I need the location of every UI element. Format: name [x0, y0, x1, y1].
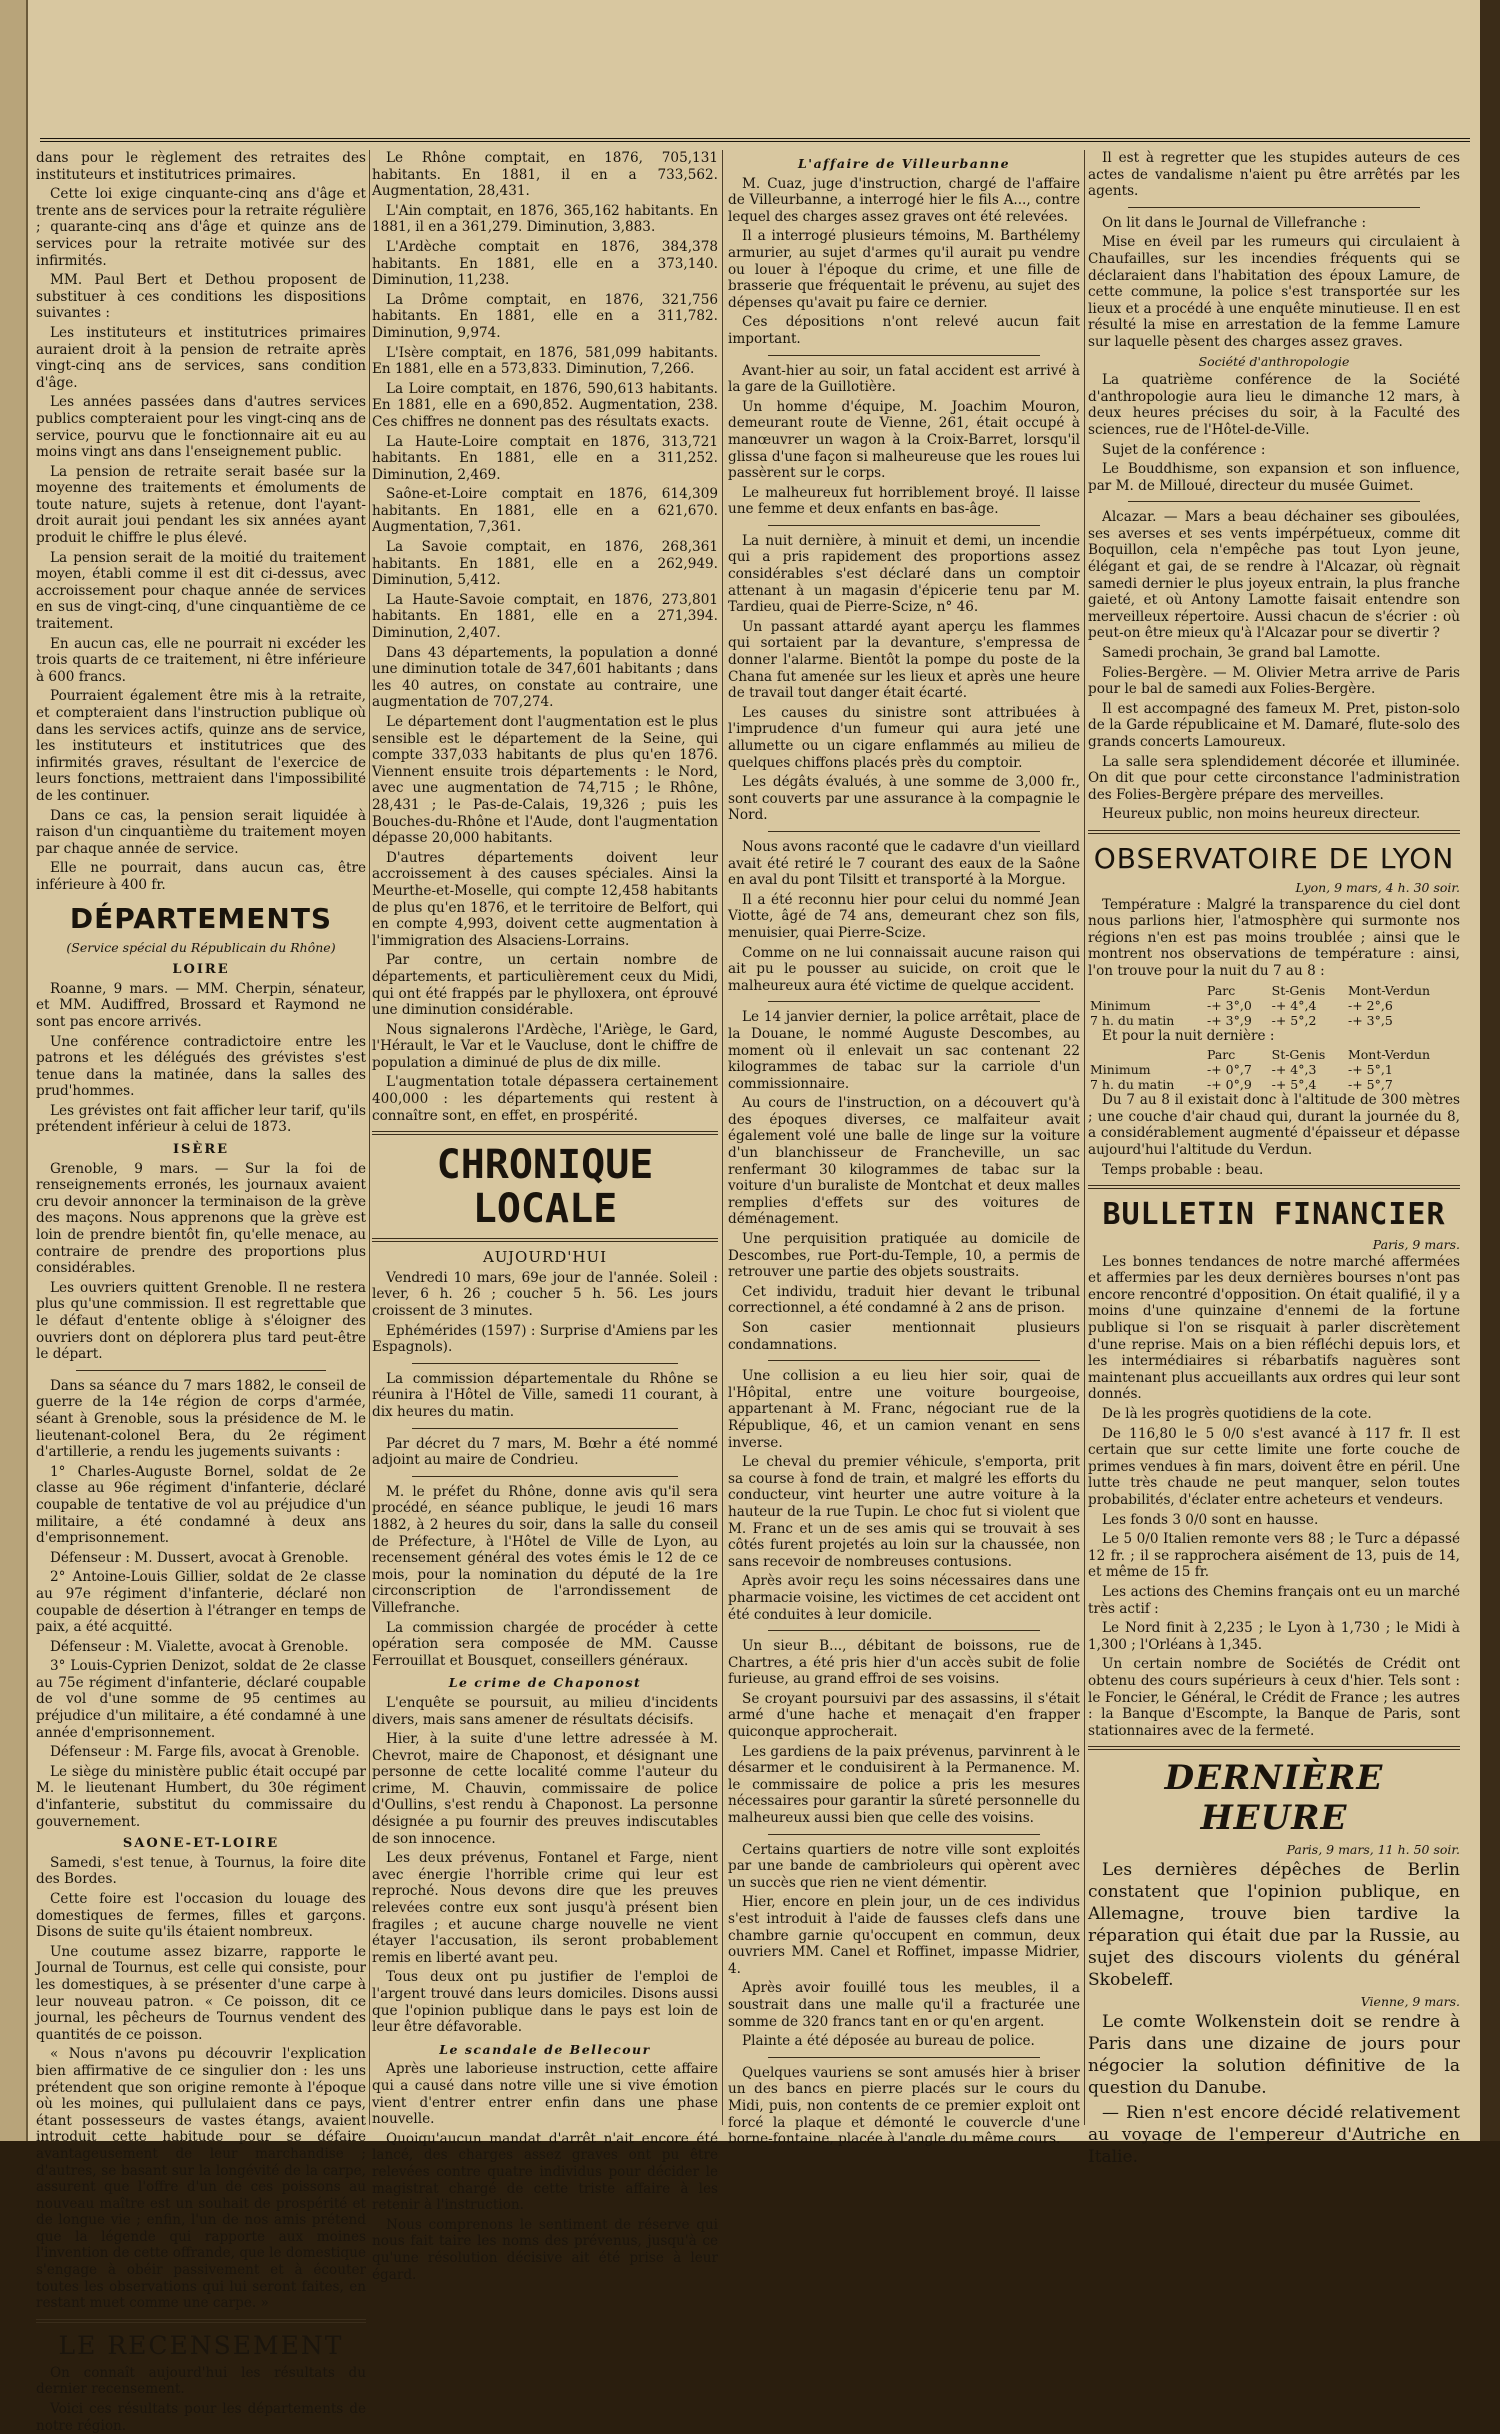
paragraph: Une conférence contradictoire entre les patrons et les délégués des grévistes s'est tenue dans la matinée, dans la salles des prud'hommes.: [36, 1033, 366, 1100]
divider: [768, 525, 1040, 526]
dateline: Paris, 9 mars, 11 h. 50 soir.: [1286, 1842, 1460, 1858]
article-title-chaponost: Le crime de Chaponost: [448, 1675, 642, 1691]
divider: [768, 1630, 1040, 1631]
paragraph: On connaît aujourd'hui les résultats du dernier recensement.: [36, 2364, 366, 2398]
paragraph: Folies-Bergère. — M. Olivier Metra arrive de Paris pour le bal de samedi aux Folies-Bergère.: [1088, 664, 1460, 698]
paragraph: La Haute-Loire comptait en 1876, 313,721 habitants. En 1881, elle en a 311,252. Diminution, 2,469.: [372, 433, 718, 483]
region-title-isere: ISÈRE: [172, 1142, 230, 1158]
paragraph: Un certain nombre de Sociétés de Crédit ont obtenu des cours supérieurs à ceux d'hier. Tels sont : le Foncier, le Général, le Crédit de France ; les autres : la Banque d'Escompte, la Banque de Paris, sont stationnaires avec de la fermeté.: [1088, 1656, 1460, 1739]
paragraph: En aucun cas, elle ne pourrait ni excéder les trois quarts de ce traitement, ni être inférieure à 600 francs.: [36, 635, 366, 685]
paragraph: Saône-et-Loire comptait en 1876, 614,309 habitants. En 1881, elle en a 621,670. Augmentation, 7,361.: [372, 486, 718, 536]
paragraph: Et pour la nuit dernière :: [1102, 1027, 1275, 1044]
paragraph: La salle sera splendidement décorée et illuminée. On dit que pour cette circonstance l'administration des Folies-Bergère prépare des merveilles.: [1088, 753, 1460, 803]
paragraph: Dans ce cas, la pension serait liquidée à raison d'un cinquantième du traitement moyen par chaque année de service.: [36, 807, 366, 857]
paragraph: Il est accompagné des fameux M. Pret, piston-solo de la Garde républicaine et M. Damaré, flute-solo des grands concerts Lamoureux.: [1088, 700, 1460, 750]
paragraph: Le département dont l'augmentation est le plus sensible est le département de la Seine, qui compte 337,033 habitants de plus qu'en 1876. Viennent ensuite trois départements : le Nord, avec une augmentation de 74,715 ; le Rhône, 28,431 ; le Pas-de-Calais, 19,326 ; puis les Bouches-du-Rhône et l'Aude, dont l'augmentation dépasse 20,000 habitants.: [372, 714, 718, 847]
paragraph: — Rien n'est encore décidé relativement au voyage de l'empereur d'Autriche en Italie.: [1088, 2102, 1460, 2167]
table-header: Mont-Verdun: [1347, 1047, 1431, 1063]
paragraph: De là les progrès quotidiens de la cote.: [1102, 1406, 1372, 1423]
divider: [412, 1476, 678, 1477]
paragraph: Les instituteurs et institutrices primaires auraient droit à la pension de retraite après vingt-cinq ans de services, sans condition d'âge.: [36, 324, 366, 391]
paragraph: Elle ne pourrait, dans aucun cas, être inférieure à 400 fr.: [36, 860, 366, 893]
divider: [768, 1360, 1040, 1361]
paragraph: Le malheureux fut horriblement broyé. Il laisse une femme et deux enfants en bas-âge.: [728, 484, 1080, 518]
paragraph: Il a interrogé plusieurs témoins, M. Barthélemy armurier, au sujet d'armes qu'il aurait pu vendre ou louer à l'époque du crime, et une fille de brasserie que fréquentait le prévenu, au sujet des dépenses qu'avait pu faire ce dernier.: [728, 228, 1080, 311]
column-rule: [1084, 150, 1085, 2125]
table-row: [1088, 1077, 1460, 1092]
paragraph: Ephémérides (1597) : Surprise d'Amiens par les Espagnols).: [372, 1322, 718, 1356]
paragraph: Le 14 janvier dernier, la police arrêtait, place de la Douane, le nommé Auguste Descombes, au moment où il enlevait un sac contenant 22 kilogrammes de tabac sur la carriole d'un commissionnaire.: [728, 1009, 1080, 1092]
divider: [1128, 501, 1420, 502]
paragraph: Cette foire est l'occasion du louage des domestiques de fermes, filles et garçons. Disons de suite qu'ils étaient nombreux.: [36, 1891, 366, 1941]
section-title-observatoire: OBSERVATOIRE DE LYON: [1093, 841, 1455, 875]
column-2: [372, 150, 718, 2283]
table-row: [1088, 1013, 1460, 1028]
table-cell: Minimum: [1090, 997, 1151, 1013]
divider: [412, 1428, 678, 1429]
region-title-loire: LOIRE: [172, 962, 230, 978]
paragraph: Ces dépositions n'ont relevé aucun fait important.: [728, 314, 1080, 347]
paragraph: Samedi prochain, 3e grand bal Lamotte.: [1102, 645, 1381, 662]
section-title-recensement: LE RECENSEMENT: [58, 2330, 344, 2360]
paragraph: Nous signalerons l'Ardèche, l'Ariège, le Gard, l'Hérault, le Var et le Vaucluse, dont le chiffre de population a diminué de plus de dix mille.: [372, 1021, 718, 1071]
paragraph: Le Bouddhisme, son expansion et son influence, par M. de Milloué, directeur du musée Guimet.: [1088, 461, 1460, 494]
divider: [36, 2319, 366, 2323]
paragraph: Une coutume assez bizarre, rapporte le Journal de Tournus, est celle qui consiste, pour les domestiques, à se présenter d'une carpe à leur nouveau patron. « Ce poisson, dit ce journal, les pêcheurs de Tournus vendent des quantités de ce poisson.: [36, 1943, 366, 2043]
table-cell: -+ 5°,1: [1347, 1062, 1393, 1078]
column-3: [728, 150, 1080, 2148]
paragraph: Cet individu, traduit hier devant le tribunal correctionnel, a été condamné à 2 ans de prison.: [728, 1283, 1080, 1317]
paragraph: Les causes du sinistre sont attribuées à l'imprudence d'un fumeur qui aura jeté une allumette ou un cigare enflammés au milieu de quelques chiffons placés près du comptoir.: [728, 704, 1080, 771]
table-header: Mont-Verdun: [1347, 982, 1431, 998]
paragraph: Temps probable : beau.: [1102, 1161, 1264, 1178]
paragraph: Après une laborieuse instruction, cette affaire qui a causé dans notre ville une si vive émotion vient d'entrer entrer enfin dans une phase nouvelle.: [372, 2061, 718, 2128]
paragraph: Les dernières dépêches de Berlin constatent que l'opinion publique, en Allemagne, trouve bien tardive la réparation qui était due par la Russie, au sujet des discours violents du général Skobeleff.: [1088, 1859, 1460, 1990]
divider: [1088, 1746, 1460, 1750]
paragraph: Le cheval du premier véhicule, s'emporta, prit sa course à fond de train, et malgré les efforts du conducteur, vint heurter une autre voiture à la hauteur de la rue Tupin. Le choc fut si violent que M. Franc et un de ses amis qui se trouvait à ses côtés furent projetés au loin sur la chaussée, non sans recevoir de nombreuses contusions.: [728, 1454, 1080, 1570]
paragraph: M. le préfet du Rhône, donne avis qu'il sera procédé, en séance publique, le jeudi 16 mars 1882, à 2 heures du soir, dans la salle du conseil de Préfecture, à l'Hôtel de Ville de Lyon, au recensement général des votes émis le 12 de ce mois, pour la nomination du député de la 1re circonscription de l'arrondissement de Villefranche.: [372, 1483, 718, 1616]
paragraph: Une collision a eu lieu hier soir, quai de l'Hôpital, entre une voiture bourgeoise, appartenant à M. Franc, négociant rue de la République, 46, et un camion venant en sens inverse.: [728, 1368, 1080, 1451]
paragraph: 2° Antoine-Louis Gillier, soldat de 2e classe au 97e régiment d'infanterie, déclaré non coupable de désertion à l'étranger en temps de paix, a été acquitté.: [36, 1569, 366, 1636]
paragraph: Plainte a été déposée au bureau de police.: [742, 2033, 1035, 2050]
divider: [768, 1001, 1040, 1002]
divider: [768, 831, 1040, 832]
table-cell: -+ 5°,2: [1271, 1012, 1317, 1028]
paragraph: De 116,80 le 5 0/0 s'est avancé à 117 fr. Il est certain que sur cette limite une forte couche de primes vendues à fin mars, doivent être en péril. Une lutte très chaude ne peut manquer, selon toutes probabilités, d'éclater entre acheteurs et vendeurs.: [1088, 1425, 1460, 1508]
region-title-saone-et-loire: SAONE-ET-LOIRE: [122, 1836, 280, 1852]
paragraph: L'Isère comptait, en 1876, 581,099 habitants. En 1881, elle en a 573,833. Diminution, 7,266.: [372, 344, 718, 378]
dateline: Lyon, 9 mars, 4 h. 30 soir.: [1295, 879, 1460, 895]
paragraph: La Loire comptait, en 1876, 590,613 habitants. En 1881, elle en a 690,852. Augmentation, 238. Ces chiffres ne donnent pas des résultats exacts.: [372, 380, 718, 430]
temperature-table: [1088, 1047, 1460, 1092]
divider: [372, 1131, 718, 1135]
paragraph: Heureux public, non moins heureux directeur.: [1102, 806, 1421, 823]
paragraph: Certains quartiers de notre ville sont exploités par une bande de cambrioleurs qui opèrent avec un succès que rien ne vient démentir.: [728, 1841, 1080, 1891]
paragraph: Alcazar. — Mars a beau déchainer ses giboulées, ses averses et ses vents impérpétueux, comme dit Boquillon, cela n'empêche pas tout Lyon jeune, élégant et gai, de se rendre à l'Alcazar, où règnait samedi dernier le plus joyeux entrain, la plus franche gaieté, et où Antony Lamotte faisait entendre son merveilleux répertoire. Aussi chacun de s'écrier : où peut-on être mieux qu'à l'Alcazar pour se divertir ?: [1088, 509, 1460, 642]
paragraph: Les années passées dans d'autres services publics compteraient pour les vingt-cinq ans de service, pourvu que le fonctionnaire ait eu au moins vingt ans dans l'enseignement public.: [36, 394, 366, 461]
column-rule: [369, 150, 370, 2125]
paragraph: Il a été reconnu hier pour celui du nommé Jean Viotte, âgé de 74 ans, demeurant chez son fils, menuisier, quai Pierre-Scize.: [728, 891, 1080, 941]
paragraph: Les ouvriers quittent Grenoble. Il ne restera plus qu'une commission. Il est regrettable que le défaut d'entente oblige à s'éloigner des ouvriers dont on déplorera plus tard peut-être le départ.: [36, 1279, 366, 1363]
right-binding-edge: [1480, 0, 1500, 2141]
paragraph: Son casier mentionnait plusieurs condamnations.: [728, 1320, 1080, 1353]
section-subtitle: (Service spécial du Républicain du Rhône): [66, 939, 336, 955]
paragraph: Après avoir reçu les soins nécessaires dans une pharmacie voisine, les victimes de cet accident ont été conduites à leur domicile.: [728, 1573, 1080, 1623]
table-cell: -+ 5°,4: [1271, 1077, 1317, 1093]
table-cell: -+ 0°,9: [1206, 1077, 1252, 1093]
paragraph: Mise en éveil par les rumeurs qui circulaient à Chaufailles, sur les incendies fréquents qui se déclaraient dans l'habitation des époux Lamure, de cette commune, la police s'est transportée sur les lieux et a procédé à une enquête minutieuse. Il en est résulté la mise en arrestation de la femme Lamure sur laquelle pèsent des charges assez graves.: [1088, 234, 1460, 350]
paragraph: Défenseur : M. Dussert, avocat à Grenoble.: [50, 1549, 349, 1566]
paragraph: Les grévistes ont fait afficher leur tarif, qu'ils prétendent inférieur à celui de 1873.: [36, 1102, 366, 1136]
paragraph: dans pour le règlement des retraites des instituteurs et institutrices primaires.: [36, 150, 366, 183]
paragraph: Un sieur B..., débitant de boissons, rue de Chartres, a été pris hier d'un accès subit de folie furieuse, au grand effroi de ses voisins.: [728, 1638, 1080, 1688]
paragraph: Le siège du ministère public était occupé par M. le lieutenant Humbert, du 30e régiment d'infanterie, substitut du commissaire du gouvernement.: [36, 1763, 366, 1830]
paragraph: Se croyant poursuivi par des assassins, il s'était armé d'une hache et menaçait d'en frapper quiconque approcherait.: [728, 1690, 1080, 1741]
paragraph: La commission chargée de procéder à cette opération sera composée de MM. Causse Ferrouillat et Bousquet, conseillers généraux.: [372, 1619, 718, 1669]
paragraph: Les bonnes tendances de notre marché affermées et affermies par les deux dernières bourses n'ont pas encore rencontré d'opposition. On était qualifié, il y a moins d'une quinzaine d'ennemi de la fortune publique si l'on se risquait à parler discrètement d'une reprise. Mais on a bien réfléchi depuis lors, et les intermédiaires si rébarbatifs naguères sont maintenant plus accueillants aux ordres qui leur sont donnés.: [1088, 1253, 1460, 1403]
paragraph: 3° Louis-Cyprien Denizot, soldat de 2e classe au 75e régiment d'infanterie, déclaré coupable de vol d'une somme de 95 centimes au préjudice d'un militaire, a été condamné à une année d'emprisonnement.: [36, 1658, 366, 1741]
paragraph: Nous avons raconté que le cadavre d'un vieillard avait été retiré le 7 courant des eaux de la Saône en aval du pont Tilsitt et transporté à la Morgue.: [728, 838, 1080, 889]
paragraph: Grenoble, 9 mars. — Sur la foi de renseignements erronés, les journaux avaient cru devoir annoncer la terminaison de la grève des maçons. Nous apprenons que la grève est loin de prendre bientôt fin, qu'elle menace, au contraire de prendre des proportions plus considérables.: [36, 1160, 366, 1277]
paragraph: Après avoir fouillé tous les meubles, il a soustrait dans une malle qu'il a fracturée une somme de 320 francs tant en or qu'en argent.: [728, 1980, 1080, 2030]
divider: [768, 2057, 1040, 2058]
paragraph: Dans sa séance du 7 mars 1882, le conseil de guerre de la 14e région de corps d'armée, séant à Grenoble, sous la présidence de M. le lieutenant-colonel Bera, du 2e régiment d'artillerie, a rendu les jugements suivants :: [36, 1377, 366, 1461]
paragraph: Cette loi exige cinquante-cinq ans d'âge et trente ans de services pour la retraite régulière ; quarante-cinq ans d'âge et quinze ans de services pour la retraite motivée sur des infirmités.: [36, 186, 366, 269]
table-cell: -+ 3°,9: [1206, 1012, 1252, 1028]
paragraph: La Drôme comptait, en 1876, 321,756 habitants. En 1881, elle en a 311,782. Diminution, 9,974.: [372, 291, 718, 341]
paragraph: Un passant attardé ayant aperçu les flammes qui sortaient par la devanture, s'empressa de donner l'alarme. Bientôt la pompe du poste de la Chana fut amenée sur les lieux et après une heure de travail tout danger était écarté.: [728, 618, 1080, 702]
paragraph: Par contre, un certain nombre de départements, et particulièrement ceux du Midi, qui ont été frappés par le phylloxera, ont éprouvé une diminution considérable.: [372, 952, 718, 1019]
paragraph: Pourraient également être mis à la retraite, et compteraient dans l'instruction publique où dans les services actifs, quinze ans de service, les instituteurs et institutrices que des infirmités graves, résultant de l'exercice de leurs fonctions, mettraient dans l'impossibilité de les continuer.: [36, 688, 366, 804]
table-cell: 7 h. du matin: [1090, 1012, 1175, 1028]
column-4: [1088, 150, 1460, 2167]
paragraph: D'autres départements doivent leur accroissement à des causes spéciales. Ainsi la Meurthe-et-Moselle, qui compte 12,458 habitants de plus qu'en 1876, et le territoire de Belfort, qui en compte 4,993, doivent cette augmentation à l'immigration des Alsaciens-Lorrains.: [372, 849, 718, 949]
paragraph: Les dégâts évalués, à une somme de 3,000 fr., sont couverts par une assurance à la compagnie le Nord.: [728, 774, 1080, 824]
divider: [768, 1834, 1040, 1835]
table-header-row: [1088, 983, 1460, 998]
divider: [1088, 1185, 1460, 1189]
paragraph: Quoiqu'aucun mandat d'arrêt n'ait encore été lancé, des charges assez graves ont pu être relevées contre quatre individus pour décider le magistrat chargé de cette triste affaire à les retenir à l'instruction.: [372, 2130, 718, 2214]
paragraph: Sujet de la conférence :: [1102, 441, 1266, 458]
table-header-row: [1088, 1047, 1460, 1062]
subsection-title-anthropologie: Société d'anthropologie: [1198, 353, 1350, 369]
paragraph: On lit dans le Journal de Villefranche :: [1102, 214, 1367, 231]
paragraph: MM. Paul Bert et Dethou proposent de substituer à ces conditions les dispositions suivantes :: [36, 272, 366, 322]
paragraph: Les deux prévenus, Fontanel et Farge, nient avec énergie l'horrible crime qui leur est reproché. Nous devons dire que les preuves relevées contre eux sont jusqu'à présent bien fragiles ; et aucune charge nouvelle ne vient étayer l'accusation, ils seront probablement remis en liberté avant peu.: [372, 1850, 718, 1966]
table-row: [1088, 1062, 1460, 1077]
paragraph: Les fonds 3 0/0 sont en hausse.: [1102, 1511, 1319, 1528]
subsection-title-aujourdhui: AUJOURD'HUI: [482, 1248, 608, 1267]
section-title-chronique-locale: CHRONIQUE LOCALE: [436, 1142, 654, 1233]
paragraph: Dans 43 départements, la population a donné une diminution totale de 347,601 habitants ; dans les 40 autres, on constate au contraire, une augmentation de 707,274.: [372, 644, 718, 711]
divider: [372, 1238, 718, 1242]
paragraph: Comme on ne lui connaissait aucune raison qui ait pu le pousser au suicide, on croit que le malheureux aura été victime de quelque accident.: [728, 944, 1080, 994]
paragraph: La quatrième conférence de la Société d'anthropologie aura lieu le dimanche 12 mars, à deux heures précises du soir, à la Faculté des sciences, rue de l'Hôtel-de-Ville.: [1088, 372, 1460, 438]
paragraph: Les actions des Chemins français ont eu un marché très actif :: [1088, 1583, 1460, 1617]
paragraph: Samedi, s'est tenue, à Tournus, la foire dite des Bordes.: [36, 1854, 366, 1888]
paragraph: La nuit dernière, à minuit et demi, un incendie qui a pris rapidement des proportions assez considérables s'est déclaré dans un comptoir attenant à un magasin d'épicerie tenu par M. Tardieu, quai de Pierre-Scize, n° 46.: [728, 532, 1080, 616]
divider: [76, 1370, 326, 1371]
column-1: [36, 150, 366, 2434]
paragraph: 1° Charles-Auguste Bornel, soldat de 2e classe au 96e régiment d'infanterie, déclaré coupable de tentative de vol au préjudice d'un militaire, a été condamné à deux ans d'emprisonnement.: [36, 1463, 366, 1547]
paragraph: Un homme d'équipe, M. Joachim Mouron, demeurant route de Vienne, 261, était occupé à manœuvrer un wagon à la Croix-Barret, lorsqu'il glissa d'une façon si malheureuse que les roues lui passèrent sur le corps.: [728, 398, 1080, 482]
table-cell: -+ 5°,7: [1347, 1077, 1393, 1093]
paragraph: M. Cuaz, juge d'instruction, chargé de l'affaire de Villeurbanne, a interrogé hier le fils A..., contre lequel des charges assez graves ont été relevées.: [728, 175, 1080, 225]
paragraph: Du 7 au 8 il existait donc à l'altitude de 300 mètres ; une couche d'air chaud qui, durant la journée du 8, a considérablement augmenté d'épaisseur et dépasse aujourd'hui l'altitude du Verdun.: [1088, 1092, 1460, 1158]
paragraph: Défenseur : M. Vialette, avocat à Grenoble.: [50, 1638, 349, 1655]
paragraph: Le comte Wolkenstein doit se rendre à Paris dans une dizaine de jours pour négocier la solution définitive de la question du Danube.: [1088, 2011, 1460, 2098]
table-header: St-Genis: [1271, 982, 1326, 998]
paragraph: Le Rhône comptait, en 1876, 705,131 habitants. En 1881, il en a 733,562. Augmentation, 28,431.: [372, 150, 718, 200]
paragraph: Hier, encore en plein jour, un de ces individus s'est introduit à l'aide de fausses clefs dans une chambre garnie qu'occupent en commun, deux ouvriers MM. Canel et Roffinet, impasse Midrier, 4.: [728, 1894, 1080, 1977]
paragraph: L'Ardèche comptait en 1876, 384,378 habitants. En 1881, elle en a 373,140. Diminution, 11,238.: [372, 238, 718, 289]
divider: [412, 1363, 678, 1364]
dateline: Paris, 9 mars.: [1372, 1237, 1460, 1253]
paragraph: La pension serait de la moitié du traitement moyen, établi comme il est dit ci-dessus, avec accroissement pour chaque année de services en sus de vingt-cinq, d'une cinquantième de ce traitement.: [36, 549, 366, 633]
paragraph: Roanne, 9 mars. — MM. Cherpin, sénateur, et MM. Audiffred, Brossard et Raymond ne sont pas encore arrivés.: [36, 980, 366, 1030]
paragraph: Au cours de l'instruction, on a découvert qu'à des époques diverses, ce malfaiteur avait également volé une balle de linge sur la voiture d'un blanchisseur de Francheville, un sac renfermant 30 kilogrammes de tabac sur la voiture d'un buraliste de Montchat et deux malles remplies d'effets sur des voitures de déménagement.: [728, 1095, 1080, 1228]
paragraph: La Savoie comptait, en 1876, 268,361 habitants. En 1881, elle en a 262,949. Diminution, 5,412.: [372, 539, 718, 589]
paragraph: Nous comprenons le sentiment de réserve qui nous fait taire les noms des prévenus, jusqu'à ce qu'une résolution décisive ait été prise à leur égard.: [372, 2216, 718, 2283]
divider: [1088, 830, 1460, 834]
paragraph: Hier, à la suite d'une lettre adressée à M. Chevrot, maire de Chaponost, et désignant une personne de cette localité comme l'auteur du crime, M. Chauvin, commissaire de police d'Oullins, s'est rendu à Chaponost. La personne désignée a pu fournir des preuves indiscutables de son innocence.: [372, 1731, 718, 1847]
table-row: [1088, 998, 1460, 1013]
table-cell: -+ 2°,6: [1347, 997, 1393, 1013]
paragraph: Une perquisition pratiquée au domicile de Descombes, rue Port-du-Temple, 10, a permis de retrouver une partie des objets soustraits.: [728, 1231, 1080, 1281]
paragraph: Par décret du 7 mars, M. Bœhr a été nommé adjoint au maire de Condrieu.: [372, 1435, 718, 1469]
paragraph: Température : Malgré la transparence du ciel dont nous parlions hier, l'atmosphère qui surmonte nos régions n'en est pas moins troublée ; ainsi que le montrent nos observations de température : ainsi, l'on trouve pour la nuit du 7 au 8 :: [1088, 896, 1460, 979]
paragraph: Le 5 0/0 Italien remonte vers 88 ; le Turc a dépassé 12 fr. ; il se rapprochera aisément de 13, puis de 14, et même de 15 fr.: [1088, 1531, 1460, 1581]
paragraph: Voici ces résultats pour les départements de notre région.: [36, 2401, 366, 2434]
paragraph: L'Ain comptait, en 1876, 365,162 habitants. En 1881, il en a 361,279. Diminution, 3,883.: [372, 202, 718, 236]
table-cell: -+ 0°,7: [1206, 1062, 1252, 1078]
table-header: Parc: [1206, 1047, 1236, 1063]
paragraph: La commission départementale du Rhône se réunira à l'Hôtel de Ville, samedi 11 courant, à dix heures du matin.: [372, 1370, 718, 1420]
section-title-derniere-heure: DERNIÈRE HEURE: [1164, 1758, 1384, 1839]
article-title-villeurbanne: L'affaire de Villeurbanne: [797, 156, 1011, 171]
paragraph: Vendredi 10 mars, 69e jour de l'année. Soleil : lever, 6 h. 26 ; coucher 5 h. 56. Les jours croissent de 3 minutes.: [372, 1269, 718, 1320]
paragraph: « Nous n'avons pu découvrir l'explication bien affirmative de ce singulier don : les uns prétendent que son origine remonte à l'époque où les moines, qui pullulaient dans ce pays, étant possesseurs de vastes étangs, avaient introduit cette habitude pour se défaire avantageusement de leur marchandise ; d'autres, se basant sur la longévité de la carpe, assurent que l'offre d'un de ces poissons au nouveau maître est un souhait de prospérité et de longue vie ; enfin, l'un de nos amis prétend que la légende qui rapporte aux moines l'invention de cette offrande, que le domestique s'engage à obéir passivement et à écouter toutes les observations qui lui seront faites, en restant muet comme une carpe. »: [36, 2046, 366, 2312]
table-cell: Minimum: [1090, 1062, 1151, 1078]
paragraph: Avant-hier au soir, un fatal accident est arrivé à la gare de la Guillotière.: [728, 362, 1080, 396]
paragraph: Tous deux ont pu justifier de l'emploi de l'argent trouvé dans leurs domiciles. Disons aussi que l'opinion publique dans le pays est loin de leur être défavorable.: [372, 1969, 718, 2036]
temperature-table: [1088, 983, 1460, 1028]
paragraph: La pension de retraite serait basée sur la moyenne des traitements et émoluments de toute nature, sujets à retenue, dont l'ayant-droit aurait joui pendant les six années ayant produit le chiffre le plus élevé.: [36, 463, 366, 547]
dateline: Vienne, 9 mars.: [1360, 1993, 1460, 2009]
section-title-departements: DÉPARTEMENTS: [69, 901, 333, 935]
column-rule: [722, 150, 723, 2125]
paragraph: L'augmentation totale dépassera certainement 400,000 : les départements qui restent à connaître sont, en effet, en prospérité.: [372, 1074, 718, 1124]
table-header: Parc: [1206, 982, 1236, 998]
paragraph: Le Nord finit à 2,235 ; le Lyon à 1,730 ; le Midi à 1,300 ; l'Orléans à 1,345.: [1088, 1620, 1460, 1653]
divider: [768, 355, 1040, 356]
paragraph: Quelques vauriens se sont amusés hier à briser un des bancs en pierre placés sur le cours du Midi, puis, non contents de ce premier exploit ont forcé la plaque et démonté le couvercle d'une borne-fontaine, placée à l'angle du même cours.: [728, 2064, 1080, 2148]
paragraph: La Haute-Savoie comptait, en 1876, 273,801 habitants. En 1881, elle en a 271,394. Diminution, 2,407.: [372, 591, 718, 642]
table-cell: -+ 4°,4: [1271, 997, 1317, 1013]
table-cell: -+ 3°,0: [1206, 997, 1252, 1013]
paragraph: Défenseur : M. Farge fils, avocat à Grenoble.: [50, 1744, 360, 1761]
section-title-bulletin-financier: BULLETIN FINANCIER: [1102, 1197, 1446, 1233]
paragraph: Il est à regretter que les stupides auteurs de ces actes de vandalisme n'aient pu être arrêtés par les agents.: [1088, 150, 1460, 200]
article-title-bellecour: Le scandale de Bellecour: [439, 2041, 651, 2057]
paragraph: L'enquête se poursuit, au milieu d'incidents divers, mais sans amener de résultats décisifs.: [372, 1694, 718, 1728]
table-header: St-Genis: [1271, 1047, 1326, 1063]
divider: [1128, 207, 1420, 208]
paragraph: Les gardiens de la paix prévenus, parvinrent à le désarmer et le conduisirent à la Permanence. M. le commissaire de police a pris les mesures nécessaires pour garantir la sûreté personnelle du malheureux aussi bien que celle des voisins.: [728, 1743, 1080, 1827]
left-page-edge: [0, 0, 28, 2141]
table-cell: 7 h. du matin: [1090, 1077, 1175, 1093]
table-cell: -+ 4°,3: [1271, 1062, 1317, 1078]
table-cell: -+ 3°,5: [1347, 1012, 1393, 1028]
